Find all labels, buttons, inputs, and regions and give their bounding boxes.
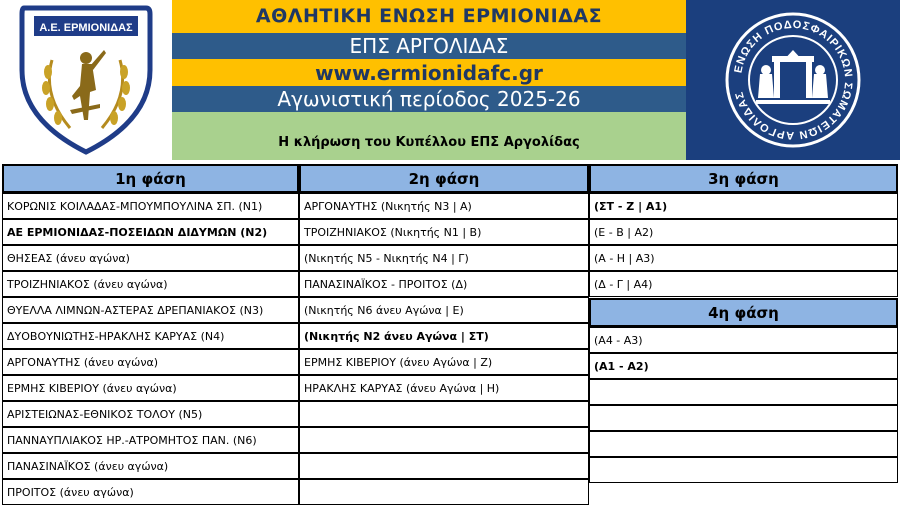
ermionida-club-logo bbox=[0, 0, 172, 160]
cup-draw-table bbox=[0, 160, 900, 515]
phase4-row bbox=[589, 405, 898, 431]
phase2-header: 2η φάση bbox=[299, 164, 589, 193]
phase1-row: ΘΥΕΛΛΑ ΛΙΜΝΩΝ-ΑΣΤΕΡΑΣ ΔΡΕΠΑΝΙΑΚΟΣ (Ν3) bbox=[2, 297, 299, 323]
phase4-row: (Α1 - Α2) bbox=[589, 353, 898, 379]
phase4-row bbox=[589, 457, 898, 483]
phase3-header: 3η φάση bbox=[589, 164, 898, 193]
phase1-row: ΑΡΓΟΝΑΥΤΗΣ (άνευ αγώνα) bbox=[2, 349, 299, 375]
phase4-row: (Α4 - Α3) bbox=[589, 327, 898, 353]
association-title: ΑΘΛΗΤΙΚΗ ΕΝΩΣΗ ΕΡΜΙΟΝΙΔΑΣ bbox=[172, 0, 686, 33]
season-title: Αγωνιστική περίοδος 2025-26 bbox=[172, 86, 686, 112]
phase2-row: (Νικητής Ν5 - Νικητής Ν4 | Γ) bbox=[299, 245, 589, 271]
draw-title: Η κλήρωση του Κυπέλλου ΕΠΣ Αργολίδας bbox=[172, 112, 686, 160]
phase4-row bbox=[589, 431, 898, 457]
phase2-row bbox=[299, 401, 589, 427]
phase1-row: ΤΡΟΙΖΗΝΙΑΚΟΣ (άνευ αγώνα) bbox=[2, 271, 299, 297]
phase2-column bbox=[299, 160, 589, 515]
eps-argolida-logo bbox=[686, 0, 900, 160]
phase1-row: ΠΑΝΝΑΥΠΛΙΑΚΟΣ ΗΡ.-ΑΤΡΟΜΗΤΟΣ ΠΑΝ. (Ν6) bbox=[2, 427, 299, 453]
phase1-row: ΑΡΙΣΤΕΙΩΝΑΣ-ΕΘΝΙΚΟΣ ΤΟΛΟΥ (Ν5) bbox=[2, 401, 299, 427]
phase2-row: (Νικητής Ν6 άνευ Αγώνα | Ε) bbox=[299, 297, 589, 323]
page-header bbox=[0, 0, 900, 160]
phase1-column bbox=[2, 160, 299, 515]
phase1-row: ΠΡΟΙΤΟΣ (άνευ αγώνα) bbox=[2, 479, 299, 505]
phase2-row bbox=[299, 453, 589, 479]
phase1-row: ΕΡΜΗΣ ΚΙΒΕΡΙΟΥ (άνευ αγώνα) bbox=[2, 375, 299, 401]
phase1-row: ΚΟΡΩΝΙΣ ΚΟΙΛΑΔΑΣ-ΜΠΟΥΜΠΟΥΛΙΝΑ ΣΠ. (Ν1) bbox=[2, 193, 299, 219]
phase1-row: ΑΕ ΕΡΜΙΟΝΙΔΑΣ-ΠΟΣΕΙΔΩΝ ΔΙΔΥΜΩΝ (Ν2) bbox=[2, 219, 299, 245]
logo-right-label: ΕΝΩΣΗ ΠΟΔΟΣΦΑΙΡΙΚΩΝ ΣΩΜΑΤΕΙΩΝ ΑΡΓΟΛΙΔΑΣ bbox=[732, 18, 855, 142]
phase2-row: ΠΑΝΑΣΙΝΑΪΚΟΣ - ΠΡΟΙΤΟΣ (Δ) bbox=[299, 271, 589, 297]
federation-title: ΕΠΣ ΑΡΓΟΛΙΔΑΣ bbox=[172, 33, 686, 59]
phase3-row: (Ε - Β | Α2) bbox=[589, 219, 898, 245]
phase4-header: 4η φάση bbox=[589, 298, 898, 327]
phase1-row: ΘΗΣΕΑΣ (άνευ αγώνα) bbox=[2, 245, 299, 271]
phase4-row bbox=[589, 379, 898, 405]
phase1-row: ΔΥΟΒΟΥΝΙΩΤΗΣ-ΗΡΑΚΛΗΣ ΚΑΡΥΑΣ (Ν4) bbox=[2, 323, 299, 349]
phase2-row: ΕΡΜΗΣ ΚΙΒΕΡΙΟΥ (άνευ Αγώνα | Ζ) bbox=[299, 349, 589, 375]
phase2-row: ΤΡΟΙΖΗΝΙΑΚΟΣ (Νικητής Ν1 | Β) bbox=[299, 219, 589, 245]
phase1-header: 1η φάση bbox=[2, 164, 299, 193]
phase3-4-column bbox=[589, 160, 898, 515]
phase3-row: (Δ - Γ | Α4) bbox=[589, 271, 898, 297]
phase2-row bbox=[299, 479, 589, 505]
phase2-row: ΑΡΓΟΝΑΥΤΗΣ (Νικητής Ν3 | Α) bbox=[299, 193, 589, 219]
phase3-row: (Α - Η | Α3) bbox=[589, 245, 898, 271]
phase2-row bbox=[299, 427, 589, 453]
logo-left-label: Α.Ε. ΕΡΜΙΟΝΙΔΑΣ bbox=[39, 22, 133, 34]
lion-gate-seal-icon bbox=[686, 0, 900, 160]
phase2-row: ΗΡΑΚΛΗΣ ΚΑΡΥΑΣ (άνευ Αγώνα | Η) bbox=[299, 375, 589, 401]
phase1-row: ΠΑΝΑΣΙΝΑΪΚΟΣ (άνευ αγώνα) bbox=[2, 453, 299, 479]
phase3-row: (ΣΤ - Ζ | Α1) bbox=[589, 193, 898, 219]
website-link[interactable]: www.ermionidafc.gr bbox=[172, 59, 686, 86]
title-banner bbox=[172, 0, 686, 160]
phase2-row: (Νικητής Ν2 άνευ Αγώνα | ΣΤ) bbox=[299, 323, 589, 349]
hermes-crest-icon bbox=[0, 0, 172, 160]
